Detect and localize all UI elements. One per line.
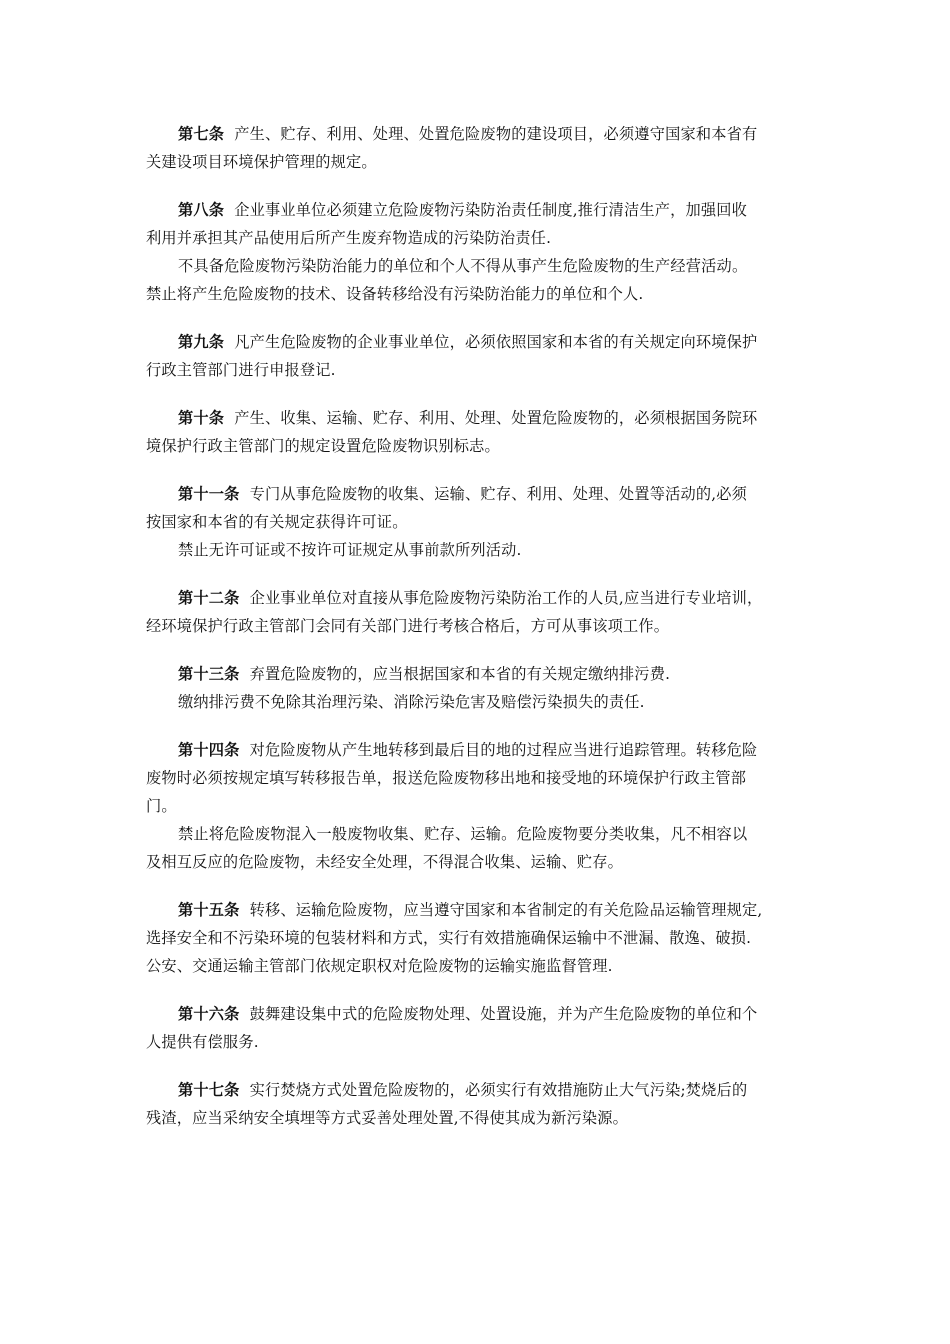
article-text: 产生、贮存、利用、处理、处置危险废物的建设项目，必须遵守国家和本省有 [224,125,758,143]
article-line [146,404,814,432]
article-text: 凡产生危险废物的企业事业单位，必须依照国家和本省的有关规定向环境保护 [224,333,758,351]
article-line: 选择安全和不污染环境的包装材料和方式，实行有效措施确保运输中不泄漏、散逸、破损. [146,929,752,947]
article-line: 境保护行政主管部门的规定设置危险废物识别标志。 [146,437,500,455]
article-text: 企业事业单位对直接从事危险废物污染防治工作的人员,应当进行专业培训， [239,589,763,607]
article-line [146,196,814,224]
article-heading: 第十四条 [178,741,240,759]
article-heading: 第十三条 [178,665,240,683]
article-10 [146,404,814,460]
article-heading: 第十六条 [178,1005,240,1023]
article-line: 门。 [146,797,177,815]
article-line: 公安、交通运输主管部门依规定职权对危险废物的运输实施监督管理. [146,957,613,975]
article-text: 产生、收集、运输、贮存、利用、处理、处置危险废物的，必须根据国务院环 [224,409,758,427]
article-line: 废物时必须按规定填写转移报告单，报送危险废物移出地和接受地的环境保护行政主管部 [146,769,747,787]
article-line [146,1076,814,1104]
article-paragraph: 缴纳排污费不免除其治理污染、消除污染危害及赔偿污染损失的责任. [178,693,645,711]
article-text: 鼓舞建设集中式的危险废物处理、处置设施，并为产生危险废物的单位和个 [239,1005,758,1023]
article-heading: 第十条 [178,409,225,427]
article-13 [146,660,814,716]
article-text: 对危险废物从产生地转移到最后目的地的过程应当进行追踪管理。转移危险 [239,741,758,759]
article-paragraph: 不具备危险废物污染防治能力的单位和个人不得从事产生危险废物的生产经营活动。 [178,257,748,275]
article-line: 残渣，应当采纳安全填埋等方式妥善处理处置,不得使其成为新污染源。 [146,1109,629,1127]
article-15 [146,896,814,980]
article-line [146,1000,814,1028]
article-heading: 第十七条 [178,1081,240,1099]
article-14 [146,736,814,876]
article-line: 人提供有偿服务. [146,1033,259,1051]
article-line: 行政主管部门进行申报登记. [146,361,336,379]
article-paragraph: 禁止将危险废物混入一般废物收集、贮存、运输。危险废物要分类收集，凡不相容以 [178,825,748,843]
article-heading: 第十五条 [178,901,240,919]
article-text: 转移、运输危险废物，应当遵守国家和本省制定的有关危险品运输管理规定, [239,901,763,919]
article-11 [146,480,814,564]
article-9 [146,328,814,384]
article-paragraph: 禁止无许可证或不按许可证规定从事前款所列活动. [178,541,522,559]
article-line [146,660,814,688]
article-17 [146,1076,814,1132]
article-16 [146,1000,814,1056]
article-line [146,584,814,612]
article-line: 经环境保护行政主管部门会同有关部门进行考核合格后，方可从事该项工作。 [146,617,670,635]
article-heading: 第八条 [178,201,225,219]
article-line [146,480,814,508]
article-line: 利用并承担其产品使用后所产生废弃物造成的污染防治责任. [146,229,552,247]
document-page [146,120,814,1152]
article-7 [146,120,814,176]
article-line [146,328,814,356]
article-text: 弃置危险废物的，应当根据国家和本省的有关规定缴纳排污费. [239,665,671,683]
article-heading: 第七条 [178,125,225,143]
article-line [146,120,814,148]
article-line [146,896,814,924]
article-line: 按国家和本省的有关规定获得许可证。 [146,513,408,531]
article-heading: 第十一条 [178,485,240,503]
article-text: 实行焚烧方式处置危险废物的，必须实行有效措施防止大气污染;焚烧后的 [239,1081,748,1099]
article-8 [146,196,814,308]
article-12 [146,584,814,640]
article-line: 及相互反应的危险废物，未经安全处理，不得混合收集、运输、贮存。 [146,853,624,871]
article-text: 专门从事危险废物的收集、运输、贮存、利用、处理、处置等活动的,必须 [239,485,748,503]
article-text: 企业事业单位必须建立危险废物污染防治责任制度,推行清洁生产，加强回收 [224,201,748,219]
article-line [146,736,814,764]
article-line: 禁止将产生危险废物的技术、设备转移给没有污染防治能力的单位和个人. [146,285,644,303]
article-line: 关建设项目环境保护管理的规定。 [146,153,377,171]
article-heading: 第十二条 [178,589,240,607]
article-heading: 第九条 [178,333,225,351]
